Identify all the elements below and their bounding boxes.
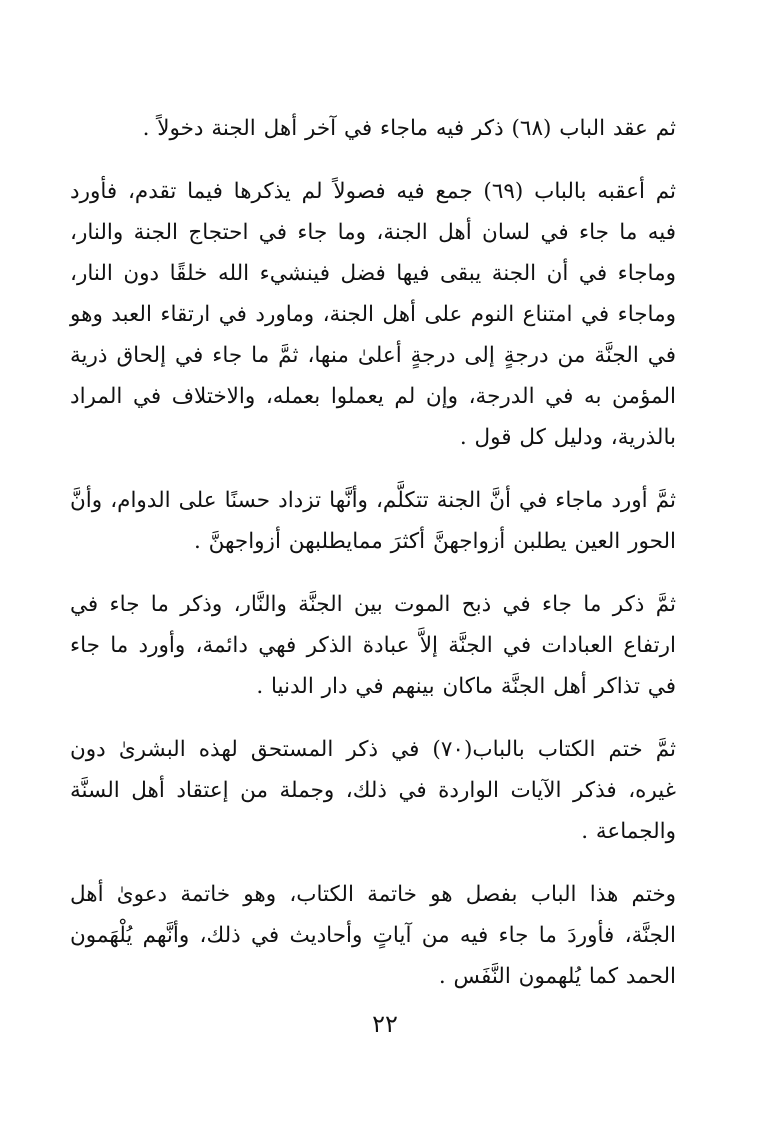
body-text [70,108,702,1019]
paragraph-death-slaughtered: ثمَّ ذكر ما جاء في ذبح الموت بين الجنَّة والنَّار، وذكر ما جاء في ارتفاع العبادات في الجنَّة إلاَّ عبادة الذكر فهي دائمة، وأورد ما جاء في تذاكر أهل الجنَّة ماكان بينهم في دار الدنيا . [70,592,676,699]
page-number: ٢٢ [372,1010,398,1038]
paragraph-book-conclusion: وختم هذا الباب بفصل هو خاتمة الكتاب، وهو خاتمة دعوىٰ أهل الجنَّة، فأوردَ ما جاء فيه من آياتٍ وأحاديث في ذلك، وأنَّهم يُلْهَمون الحمد كما يُلهمون النَّفَس . [70,882,676,989]
paragraph-chapter-68: ثم عقد الباب (٦٨) ذكر فيه ماجاء في آخر أهل الجنة دخولاً . [142,116,676,141]
paragraph-paradise-speaks: ثمَّ أورد ماجاء في أنَّ الجنة تتكلَّم، وأنَّها تزداد حسنًا على الدوام، وأنَّ الحور العين يطلبن أزواجهنَّ أكثرَ ممايطلبهن أزواجهنَّ . [70,488,676,554]
paragraph-chapter-70: ثمَّ ختم الكتاب بالباب(٧٠) في ذكر المستحق لهذه البشرىٰ دون غيره، فذكر الآيات الواردة في ذلك، وجملة من إعتقاد أهل السنَّة والجماعة . [70,737,676,844]
paragraph-chapter-69: ثم أعقبه بالباب (٦٩) جمع فيه فصولاً لم يذكرها فيما تقدم، فأورد فيه ما جاء في لسان أهل الجنة، وما جاء في احتجاج الجنة والنار، وماجاء في أن الجنة يبقى فيها فضل فينشيء الله خلقًا دون النار، وماجاء في امتناع النوم على أهل الجنة، وماورد في ارتقاء العبد وهو في الجنَّة من درجةٍ إلى درجةٍ أعلىٰ منها، ثمَّ ما جاء في إلحاق ذرية المؤمن به في الدرجة، وإن لم يعملوا بعمله، والاختلاف في المراد بالذرية، ودليل كل قول . [70,179,677,450]
